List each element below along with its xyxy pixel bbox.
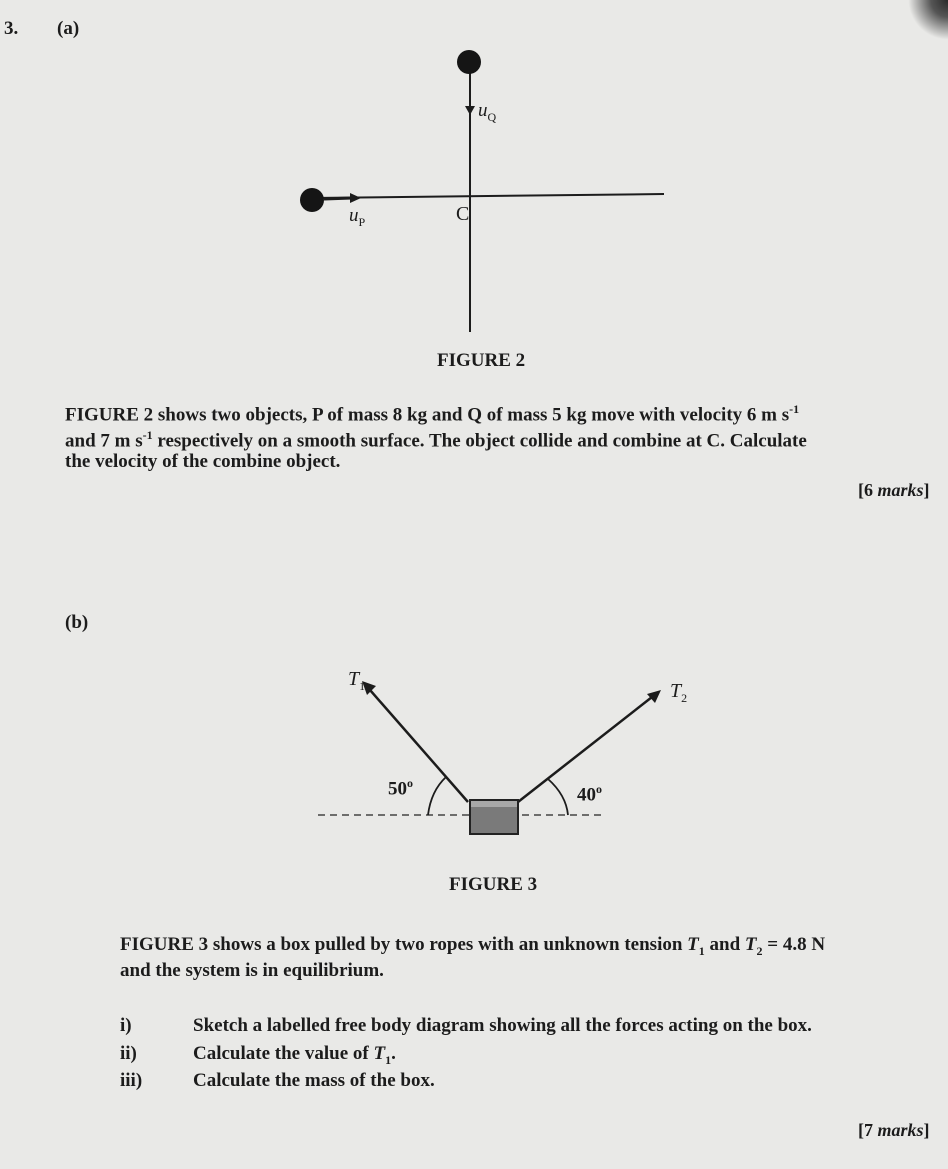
figure-2-caption: FIGURE 2 (437, 350, 526, 371)
question-number: 3. (4, 18, 19, 39)
part-b-text-line-1: FIGURE 3 shows a box pulled by two ropes with an unknown tension $T_1$ and $T_2 = 4.8$ N (120, 934, 826, 958)
item-ii-number: ii) (120, 1043, 137, 1064)
label-up: $u_P$ (349, 205, 366, 229)
part-b-label: (b) (65, 612, 89, 633)
label-c: C (456, 203, 470, 225)
part-a-text-line-3: the velocity of the combine object. (65, 451, 341, 472)
part-a-label: (a) (57, 18, 80, 39)
part-a-text-line-2: and 7 m $s^{-1}$ respectively on a smooth surface. The object collide and combine at C. Calculate (65, 428, 807, 452)
item-i-number: i) (120, 1015, 132, 1036)
angle-label-left: 50$^o$ (388, 776, 413, 800)
angle-arc-left (428, 777, 446, 815)
rope-t1 (370, 690, 468, 802)
item-iii-text: Calculate the mass of the box. (193, 1070, 435, 1091)
item-ii-text: Calculate the value of $T_1$. (193, 1043, 396, 1067)
arrow-t2-head (647, 690, 661, 703)
label-t2: $T_2$ (670, 680, 688, 705)
angle-label-right: 40$^o$ (577, 782, 602, 806)
item-iii-number: iii) (120, 1070, 143, 1091)
label-uq: $u_Q$ (478, 100, 497, 124)
figure-3-caption: FIGURE 3 (449, 874, 538, 895)
angle-arc-right (548, 779, 568, 815)
part-b-text-line-2: and the system is in equilibrium. (120, 960, 384, 981)
part-a-text-line-1: FIGURE 2 shows two objects, P of mass 8 kg and Q of mass 5 kg move with velocity 6 m $s^{-1}$ (65, 402, 800, 426)
box-top-face (471, 801, 517, 807)
label-t1: $T_1$ (348, 668, 366, 693)
item-i-text: Sketch a labelled free body diagram showing all the forces acting on the box. (193, 1015, 812, 1036)
part-b-marks: [7 marks] (858, 1120, 930, 1140)
part-a-marks: [6 marks] (858, 480, 930, 500)
